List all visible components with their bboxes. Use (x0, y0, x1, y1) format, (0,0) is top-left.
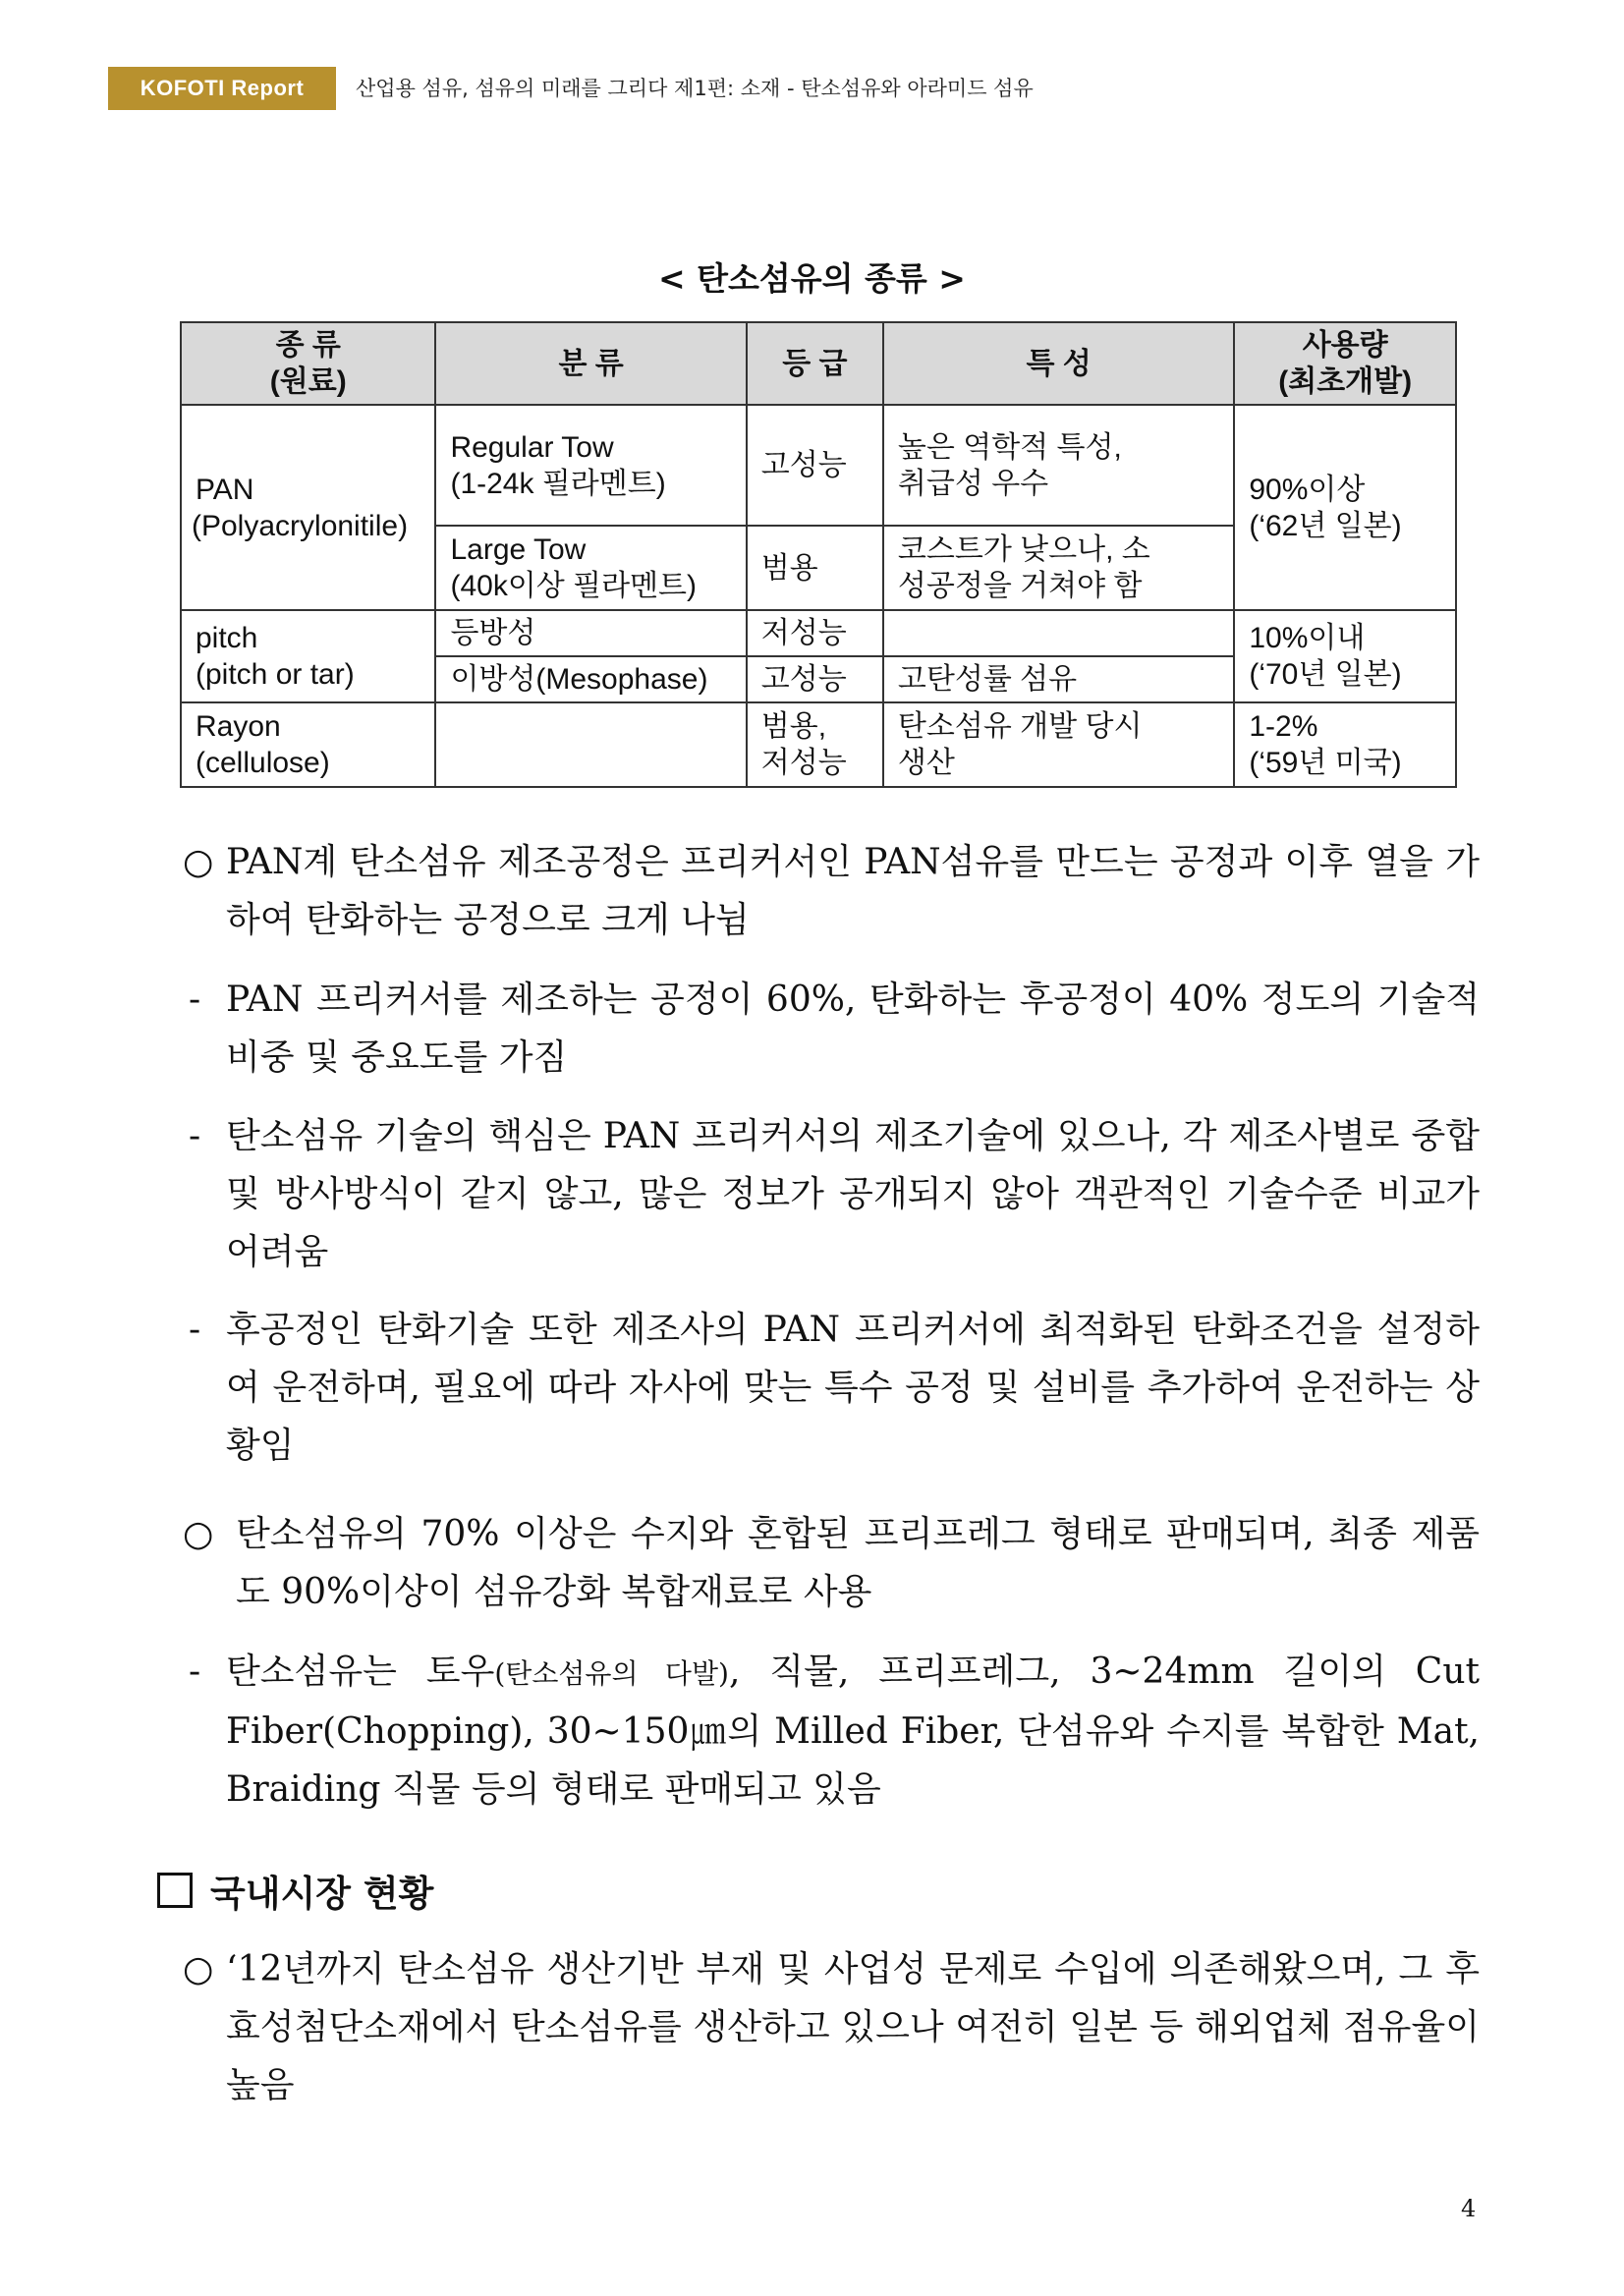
paragraph-text: PAN 프리커서를 제조하는 공정이 60%, 탄화하는 후공정이 40% 정도의 기술적 비중 및 중요도를 가짐 (226, 980, 1480, 1078)
dash-bullet: - (189, 1116, 201, 1156)
type-cell: PAN (Polyacrylonitile) (181, 405, 435, 610)
grade-cell: 범용, 저성능 (747, 702, 883, 787)
paragraph-text: ‘12년까지 탄소섬유 생산기반 부재 및 사업성 문제로 수입에 의존해왔으며, 그 후 효성첨단소재에서 탄소섬유를 생산하고 있으나 여전히 일본 등 해외업체 점유율이 높음 (226, 1949, 1480, 2105)
header-grade: 등 급 (747, 322, 883, 405)
usage-cell: 90%이상 (‘62년 일본) (1234, 405, 1456, 610)
table-caption: < 탄소섬유의 종류 > (658, 259, 966, 298)
circle-bullet: ○ (183, 842, 214, 882)
table-header-row (181, 322, 1456, 405)
feature-cell: 탄소섬유 개발 당시 생산 (883, 702, 1234, 787)
report-badge: KOFOTI Report (108, 67, 336, 110)
usage-cell: 1-2% (‘59년 미국) (1234, 702, 1456, 787)
paragraph-text: 탄소섬유 기술의 핵심은 PAN 프리커서의 제조기술에 있으나, 각 제조사별로 중합 및 방사방식이 같지 않고, 많은 정보가 공개되지 않아 객관적인 기술수준 비교가 어려움 (226, 1116, 1480, 1272)
circle-bullet: ○ (183, 1949, 214, 1989)
paragraph-text: 탄소섬유의 70% 이상은 수지와 혼합된 프리프레그 형태로 판매되며, 최종 제품도 90%이상이 섬유강화 복합재료로 사용 (236, 1514, 1480, 1612)
class-cell: Regular Tow (1-24k 필라멘트) (435, 405, 746, 526)
paragraph-text: 탄소섬유는 토우(탄소섬유의 다발), 직물, 프리프레그, 3~24mm 길이의 Cut Fiber(Chopping), 30~150㎛의 Milled Fiber, 단섬유와 수지를 복합한 Mat, Braiding 직물 등의 형태로 판매되고 있음 (226, 1652, 1480, 1810)
grade-cell: 고성능 (747, 405, 883, 526)
dash-bullet: - (189, 1310, 201, 1350)
dash-bullet: - (189, 1652, 201, 1692)
section-title: 국내시장 현황 (210, 1873, 434, 1915)
paragraph-text: PAN계 탄소섬유 제조공정은 프리커서인 PAN섬유를 만드는 공정과 이후 열을 가하여 탄화하는 공정으로 크게 나뉨 (226, 842, 1480, 940)
paragraph-text: 후공정인 탄화기술 또한 제조사의 PAN 프리커서에 최적화된 탄화조건을 설정하여 운전하며, 필요에 따라 자사에 맞는 특수 공정 및 설비를 추가하여 운전하는 상황임 (226, 1310, 1480, 1466)
class-cell: 이방성(Mesophase) (435, 656, 746, 702)
grade-cell: 저성능 (747, 610, 883, 656)
type-cell: pitch (pitch or tar) (181, 610, 435, 702)
table-row (181, 405, 1456, 526)
grade-cell: 범용 (747, 526, 883, 610)
header-usage: 사용량 (최초개발) (1234, 322, 1456, 405)
header-type: 종 류 (원료) (181, 322, 435, 405)
report-header (108, 67, 1542, 110)
feature-cell (883, 610, 1234, 656)
usage-cell: 10%이내 (‘70년 일본) (1234, 610, 1456, 702)
feature-cell: 코스트가 낮으나, 소 성공정을 거쳐야 함 (883, 526, 1234, 610)
header-feature: 특 성 (883, 322, 1234, 405)
header-title: 산업용 섬유, 섬유의 미래를 그리다 제1편: 소재 - 탄소섬유와 아라미드 섬유 (356, 77, 1034, 100)
dash-bullet: - (189, 980, 201, 1020)
class-cell: 등방성 (435, 610, 746, 656)
class-cell (435, 702, 746, 787)
checkbox-square-icon (157, 1873, 193, 1908)
grade-cell: 고성능 (747, 656, 883, 702)
page-number: 4 (1461, 2195, 1477, 2222)
section-heading (157, 1864, 433, 1917)
feature-cell: 고탄성률 섬유 (883, 656, 1234, 702)
feature-cell: 높은 역학적 특성, 취급성 우수 (883, 405, 1234, 526)
table-row (181, 610, 1456, 656)
type-cell: Rayon (cellulose) (181, 702, 435, 787)
circle-bullet: ○ (183, 1514, 214, 1554)
carbon-fiber-types-table (180, 321, 1457, 788)
class-cell: Large Tow (40k이상 필라멘트) (435, 526, 746, 610)
header-class: 분 류 (435, 322, 746, 405)
table-row (181, 702, 1456, 787)
